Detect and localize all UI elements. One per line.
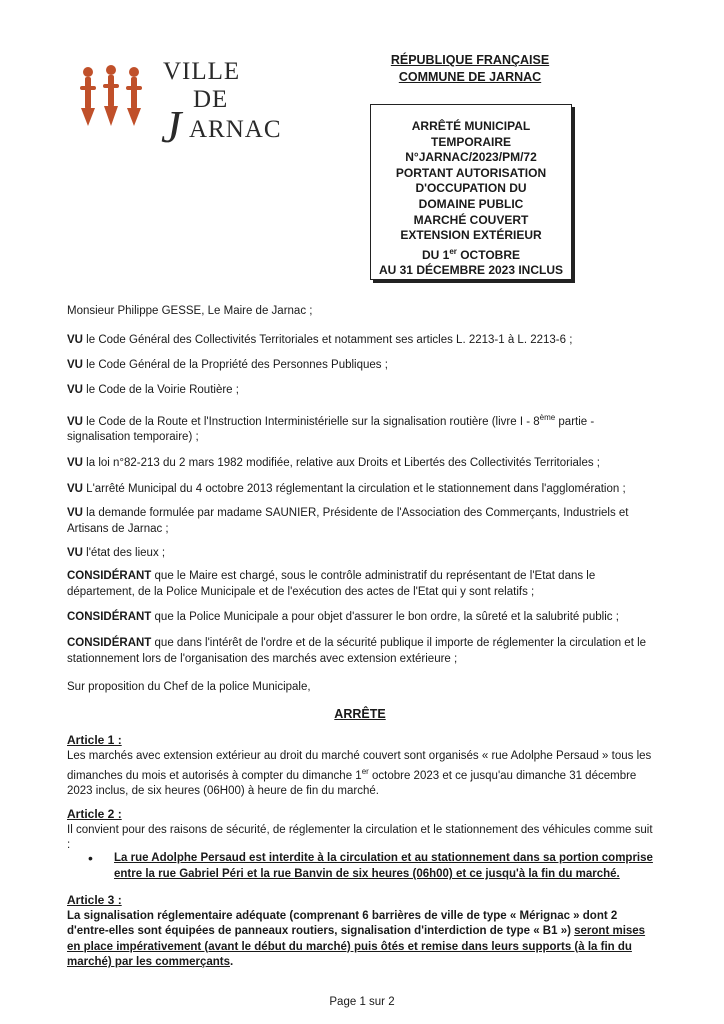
- article-3: [67, 893, 657, 971]
- vu-clause-3: VU le Code de la Voirie Routière ;: [67, 384, 239, 396]
- vu-clause-7: VU la demande formulée par madame SAUNIER, Présidente de l'Association des Commerçants, Industriels et Artisans de Jarnac ;: [67, 507, 629, 535]
- vu-clause-5: VU la loi n°82-213 du 2 mars 1982 modifiée, relative aux Droits et Libertés des Collectivités Territoriales ;: [67, 457, 601, 469]
- title-line: ARRÊTÉ MUNICIPAL: [411, 119, 531, 133]
- title-line: TEMPORAIRE: [430, 134, 511, 149]
- article-1: [67, 733, 657, 800]
- logo-word-ville: VILLE: [163, 58, 241, 85]
- article-1-text: Les marchés avec extension extérieur au droit du marché couvert sont organisés « rue Adolphe Persaud » tous les dimanches du mois et autorisés à compter du dimanche 1er octobre 2023 et ce jusqu'au dimanche 31 décembre 2023 inclus, de six heures (06H00) à heure de fin du marché.: [67, 749, 652, 798]
- title-line: PORTANT AUTORISATION: [395, 165, 547, 180]
- proposal-line: Sur proposition du Chef de la police Municipale,: [67, 681, 311, 693]
- article-2-title: Article 2 :: [67, 807, 122, 821]
- logo-initial-j: J: [161, 101, 183, 152]
- title-line: MARCHÉ COUVERT: [413, 212, 529, 227]
- town-name-logo: [153, 56, 293, 152]
- considerant-3: CONSIDÉRANT que dans l'intérêt de l'ordre et de la sécurité publique il importe de réglementer la circulation et le stationnement lors de l'organisation des marchés avec extension extérieure ;: [67, 637, 647, 665]
- title-date-line: DU 1er OCTOBRE: [421, 246, 521, 262]
- logo-figure-2: [103, 65, 119, 126]
- article-2-bullet: La rue Adolphe Persaud est interdite à la circulation et au stationnement dans sa portion comprise entre la rue Gabriel Péri et la rue Banvin de six heures (06h00) et ce jusqu'à la fin du marché.: [114, 852, 653, 880]
- title-line: D'OCCUPATION DU: [415, 181, 527, 196]
- republic-header: [360, 52, 580, 86]
- commune-label: COMMUNE DE JARNAC: [398, 70, 542, 84]
- vu-clause-1: VU le Code Général des Collectivités Territoriales et notamment ses articles L. 2213-1 à L. 2213-6 ;: [67, 334, 573, 346]
- article-3-title: Article 3 :: [67, 893, 122, 907]
- title-line: DOMAINE PUBLIC: [418, 196, 524, 211]
- arrete-heading: ARRÊTE: [334, 707, 386, 721]
- considerant-1: CONSIDÉRANT que le Maire est chargé, sous le contrôle administratif du représentant de l'Etat dans le département, de la Police Municipale et de l'exécution des actes de l'Etat qui y sont relatifs ;: [67, 570, 596, 598]
- title-line: N°JARNAC/2023/PM/72: [405, 150, 537, 165]
- vu-clause-6: VU L'arrêté Municipal du 4 octobre 2013 réglementant la circulation et le stationnement dans l'agglomération ;: [67, 483, 626, 495]
- jarnac-coat-of-arms-logo: [76, 64, 146, 130]
- article-1-title: Article 1 :: [67, 733, 122, 747]
- vu-clause-4: VU le Code de la Route et l'Instruction Interministérielle sur la signalisation routière (livre I - 8ème partie - signalisation temporaire) ;: [67, 413, 595, 444]
- decree-title-box: [370, 104, 572, 280]
- mayor-line: Monsieur Philippe GESSE, Le Maire de Jarnac ;: [67, 305, 313, 317]
- bullet-icon: •: [88, 850, 93, 866]
- logo-word-de: DE: [193, 86, 229, 113]
- vu-clause-8: VU l'état des lieux ;: [67, 547, 166, 559]
- logo-word-arnac: ARNAC: [189, 116, 282, 143]
- logo-figure-3: [126, 67, 142, 126]
- considerant-2: CONSIDÉRANT que la Police Municipale a pour objet d'assurer le bon ordre, la sûreté et la salubrité public ;: [67, 611, 619, 623]
- article-3-text: La signalisation réglementaire adéquate (comprenant 6 barrières de ville de type « Mérignac » dont 2 d'entre-elles sont équipées de panneaux routiers, signalisation d'interdiction de type « B1 ») seront mises en place impérativement (avant le début du marché) puis ôtés et remise dans leurs supports (à la fin du marché) par les commerçants.: [67, 909, 646, 968]
- article-2-text: Il convient pour des raisons de sécurité, de réglementer la circulation et le stationnement des véhicules comme suit :: [67, 823, 653, 851]
- vu-clause-2: VU le Code Général de la Propriété des Personnes Publiques ;: [67, 359, 388, 371]
- republic-label: RÉPUBLIQUE FRANÇAISE: [390, 53, 550, 67]
- title-line: EXTENSION EXTÉRIEUR: [400, 228, 542, 243]
- logo-figure-1: [80, 67, 96, 126]
- article-2: [67, 807, 657, 854]
- page-number: Page 1 sur 2: [329, 996, 395, 1008]
- title-end-line: AU 31 DÉCEMBRE 2023 INCLUS: [378, 263, 564, 278]
